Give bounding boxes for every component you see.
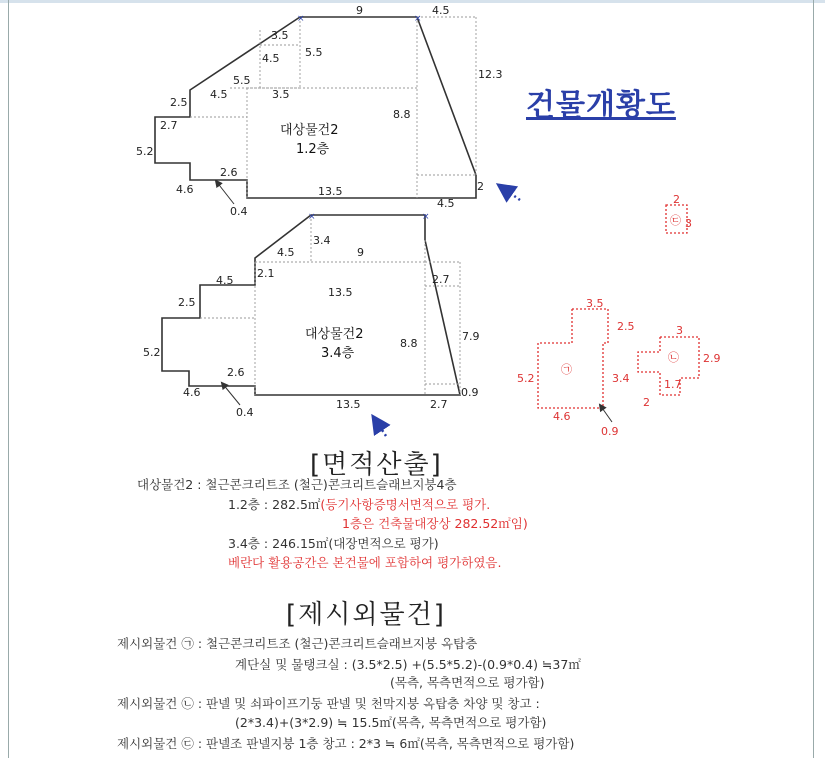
area-line-1: 대상물건2 : 철근콘크리트조 (철근)콘크리트슬래브지붕4층 xyxy=(137,477,457,492)
upper-building-floors: 1.2층 xyxy=(296,142,330,157)
upper-dim-10: 2.5 xyxy=(170,96,188,109)
area-line-3: 1층은 건축물대장상 282.52㎡임) xyxy=(342,516,528,531)
extra-section-heading: [제시외물건] xyxy=(286,600,446,630)
annex-a-dim-5: 4.6 xyxy=(553,410,571,423)
upper-dim-15: 4.6 xyxy=(176,183,194,196)
annex-b-plan xyxy=(638,324,721,409)
annex-b-dim-3: 1.7 xyxy=(664,378,682,391)
annex-c-dim-2: 3 xyxy=(685,217,692,230)
lower-outline xyxy=(162,215,460,395)
lower-building-floors: 3.4층 xyxy=(321,346,355,361)
lower-dim-3: 9 xyxy=(357,246,364,259)
upper-dim-11: 2.7 xyxy=(160,119,178,132)
lower-dim-8: 13.5 xyxy=(328,286,353,299)
upper-dim-13: 5.2 xyxy=(136,145,154,158)
area-line-2-red: (등기사항증명서면적으로 평가. xyxy=(320,497,491,512)
area-line-2-black: 1.2층 : 282.5㎡ xyxy=(228,497,321,512)
annex-a-dim-6: 0.9 xyxy=(601,425,619,438)
upper-dim-18: 2 xyxy=(477,180,484,193)
svg-text:×: × xyxy=(414,14,422,24)
annex-a-symbol: ㉠ xyxy=(561,363,572,376)
lower-dim-11: 8.8 xyxy=(400,337,418,350)
area-line-5: 베란다 활용공간은 본건물에 포함하여 평가하였음. xyxy=(228,555,502,570)
upper-dim-6: 12.3 xyxy=(478,68,503,81)
annex-c-symbol: ㉢ xyxy=(670,214,681,227)
lower-building-name: 대상물건2 xyxy=(305,327,364,342)
annex-b-dim-1: 3 xyxy=(676,324,683,337)
lower-dim-5: 2.1 xyxy=(257,267,275,280)
upper-dim-12: 8.8 xyxy=(393,108,411,121)
upper-dim-4: 5.5 xyxy=(305,46,323,59)
lower-dim-1: 3.4 xyxy=(313,234,331,247)
lower-dim-13: 0.9 xyxy=(461,386,479,399)
upper-dim-17: 4.5 xyxy=(437,197,455,210)
annex-b-dim-2: 2.9 xyxy=(703,352,721,365)
annex-a-dim-2: 2.5 xyxy=(617,320,635,333)
upper-floor-plan xyxy=(136,4,503,218)
upper-dim-9: 3.5 xyxy=(272,88,290,101)
annex-a-plan xyxy=(517,297,635,438)
upper-dim-2: 4.5 xyxy=(432,4,450,17)
page-title: 건물개황도 xyxy=(526,88,676,123)
lower-dim-15: 13.5 xyxy=(336,398,361,411)
extra-line-3: (목측, 목측면적으로 평가함) xyxy=(390,675,545,690)
upper-building-name: 대상물건2 xyxy=(280,123,339,138)
annex-a-pointer-arrow xyxy=(600,405,612,422)
area-line-4: 3.4층 : 246.15㎡(대장면적으로 평가) xyxy=(228,536,439,551)
annex-a-outline xyxy=(538,309,608,408)
svg-text:×: × xyxy=(422,212,430,222)
upper-dim-7: 5.5 xyxy=(233,74,251,87)
lower-dim-6: 2.7 xyxy=(432,273,450,286)
upper-dim-5: 4.5 xyxy=(262,52,280,65)
extra-line-2: 계단실 및 물탱크실 : (3.5*2.5) +(5.5*5.2)-(0.9*0.4) ≒37㎡ xyxy=(235,657,581,672)
lower-floor-plan xyxy=(143,212,480,419)
lower-dim-16: 2.7 xyxy=(430,398,448,411)
svg-text:×: × xyxy=(297,14,305,24)
lower-vertex-marks xyxy=(308,212,430,222)
upper-dim-8: 4.5 xyxy=(210,88,228,101)
lower-dim-14: 4.6 xyxy=(183,386,201,399)
annex-c-plan xyxy=(666,193,692,233)
area-line-2 xyxy=(228,495,490,513)
lower-dim-10: 5.2 xyxy=(143,346,161,359)
annex-a-dim-4: 3.4 xyxy=(612,372,630,385)
upper-dim-16: 13.5 xyxy=(318,185,343,198)
upper-dim-14: 2.6 xyxy=(220,166,238,179)
annex-b-symbol: ㉡ xyxy=(668,351,679,364)
annex-a-dim-1: 3.5 xyxy=(586,297,604,310)
lower-dim-12: 2.6 xyxy=(227,366,245,379)
upper-dim-19: 0.4 xyxy=(230,205,248,218)
upper-pointer-arrow xyxy=(216,181,234,204)
extra-line-1: 제시외물건 ㉠ : 철근콘크리트조 (철근)콘크리트슬래브지붕 옥탑층 xyxy=(117,636,478,651)
upper-dim-3: 3.5 xyxy=(271,29,289,42)
lower-dim-4: 4.5 xyxy=(216,274,234,287)
extra-line-4: 제시외물건 ㉡ : 판넬 및 쇠파이프기둥 판넬 및 천막지붕 옥탑층 차양 및 창고 : xyxy=(117,696,540,711)
annex-c-dim-1: 2 xyxy=(673,193,680,206)
svg-text:×: × xyxy=(308,212,316,222)
extra-line-6: 제시외물건 ㉢ : 판넬조 판넬지붕 1층 창고 : 2*3 ≒ 6㎡(목측, 목측면적으로 평가함) xyxy=(117,736,575,751)
annex-b-dim-4: 2 xyxy=(643,396,650,409)
upper-outline xyxy=(155,17,476,198)
lower-dim-17: 0.4 xyxy=(236,406,254,419)
annex-a-dim-3: 5.2 xyxy=(517,372,535,385)
lower-dim-7: 2.5 xyxy=(178,296,196,309)
extra-line-5: (2*3.4)+(3*2.9) ≒ 15.5㎡(목측, 목측면적으로 평가함) xyxy=(235,715,547,730)
lower-dim-9: 7.9 xyxy=(462,330,480,343)
upper-dim-1: 9 xyxy=(356,4,363,17)
lower-dim-2: 4.5 xyxy=(277,246,295,259)
area-section-heading: [면적산출] xyxy=(310,450,443,480)
